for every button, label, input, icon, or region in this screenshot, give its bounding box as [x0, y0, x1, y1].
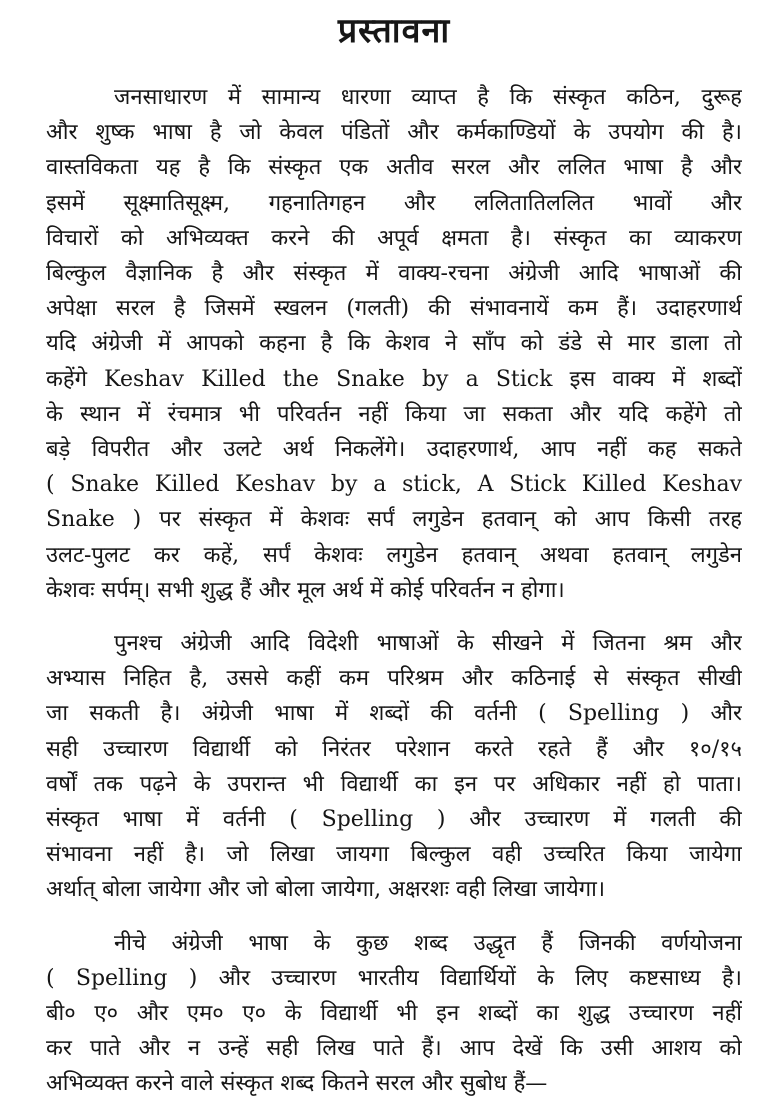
- paragraph-1: [46, 80, 742, 608]
- text-line: यदि अंग्रेजी में आपको कहना है कि केशव ने साँप को डंडे से मार डाला तो: [46, 331, 742, 357]
- text-line: कहेंगे Keshav Killed the Snake by a Stick इस वाक्य में शब्दों: [46, 366, 742, 392]
- text-line: ( Spelling ) और उच्चारण भारतीय विद्यार्थियों के लिए कष्टसाध्य है।: [46, 965, 742, 991]
- text-line: पुनश्च अंग्रेजी आदि विदेशी भाषाओं के सीखने में जितना श्रम और: [114, 631, 742, 657]
- text-line: नीचे अंग्रेजी भाषा के कुछ शब्द उद्धृत हैं जिनकी वर्णयोजना: [114, 930, 742, 956]
- text-line: ( Snake Killed Keshav by a stick, A Stick Killed Keshav: [46, 472, 742, 498]
- text-line: बिल्कुल वैज्ञानिक है और संस्कृत में वाक्य-रचना अंग्रेजी आदि भाषाओं की: [46, 261, 742, 287]
- text-line: जा सकती है। अंग्रेजी भाषा में शब्दों की वर्तनी ( Spelling ) और: [46, 701, 742, 727]
- text-line: और शुष्क भाषा है जो केवल पंडितों और कर्मकाण्डियों के उपयोग की है।: [46, 120, 742, 146]
- text-line: बड़े विपरीत और उलटे अर्थ निकलेंगे। उदाहरणार्थ, आप नहीं कह सकते: [46, 437, 742, 463]
- page-title: प्रस्तावना: [337, 11, 451, 51]
- text-line: इसमें सूक्ष्मातिसूक्ष्म, गहनातिगहन और ललितातिललित भावों और: [46, 190, 742, 216]
- text-line: संभावना नहीं है। जो लिखा जायगा बिल्कुल वही उच्चरित किया जायेगा: [46, 842, 742, 868]
- text-line: केशवः सर्पम्। सभी शुद्ध हैं और मूल अर्थ में कोई परिवर्तन न होगा।: [46, 577, 565, 603]
- text-line: अभिव्यक्त करने वाले संस्कृत शब्द कितने सरल और सुबोध हैं—: [46, 1071, 548, 1097]
- text-line: सही उच्चारण विद्यार्थी को निरंतर परेशान करते रहते हैं और १०/१५: [46, 736, 742, 762]
- text-line: के स्थान में रंचमात्र भी परिवर्तन नहीं किया जा सकता और यदि कहेंगे तो: [46, 401, 742, 427]
- text-line: विचारों को अभिव्यक्त करने की अपूर्व क्षमता है। संस्कृत का व्याकरण: [46, 225, 742, 251]
- text-line: बी० ए० और एम० ए० के विद्यार्थी भी इन शब्दों का शुद्ध उच्चारण नहीं: [46, 1001, 742, 1027]
- text-line: कर पाते और न उन्हें सही लिख पाते हैं। आप देखें कि उसी आशय को: [46, 1036, 742, 1062]
- text-line: जनसाधारण में सामान्य धारणा व्याप्त है कि संस्कृत कठिन, दुरूह: [114, 85, 742, 110]
- paragraph-2: [46, 626, 742, 908]
- text-line: अर्थात् बोला जायेगा और जो बोला जायेगा, अक्षरशः वही लिखा जायेगा।: [46, 877, 606, 903]
- text-line: वास्तविकता यह है कि संस्कृत एक अतीव सरल और ललित भाषा है और: [46, 155, 742, 181]
- paragraph-3: [46, 926, 742, 1102]
- text-line: उलट-पुलट कर कहें, सर्पं केशवः लगुडेन हतवान् अथवा हतवान् लगुडेन: [46, 542, 742, 568]
- text-line: अभ्यास निहित है, उससे कहीं कम परिश्रम और कठिनाई से संस्कृत सीखी: [46, 666, 742, 692]
- text-line: वर्षों तक पढ़ने के उपरान्त भी विद्यार्थी का इन पर अधिकार नहीं हो पाता।: [46, 771, 742, 797]
- text-line: संस्कृत भाषा में वर्तनी ( Spelling ) और उच्चारण में गलती की: [46, 807, 742, 833]
- text-line: अपेक्षा सरल है जिसमें स्खलन (गलती) की संभावनायें कम हैं। उदाहरणार्थ: [46, 296, 742, 322]
- text-line: Snake ) पर संस्कृत में केशवः सर्पं लगुडेन हतवान् को आप किसी तरह: [46, 507, 742, 533]
